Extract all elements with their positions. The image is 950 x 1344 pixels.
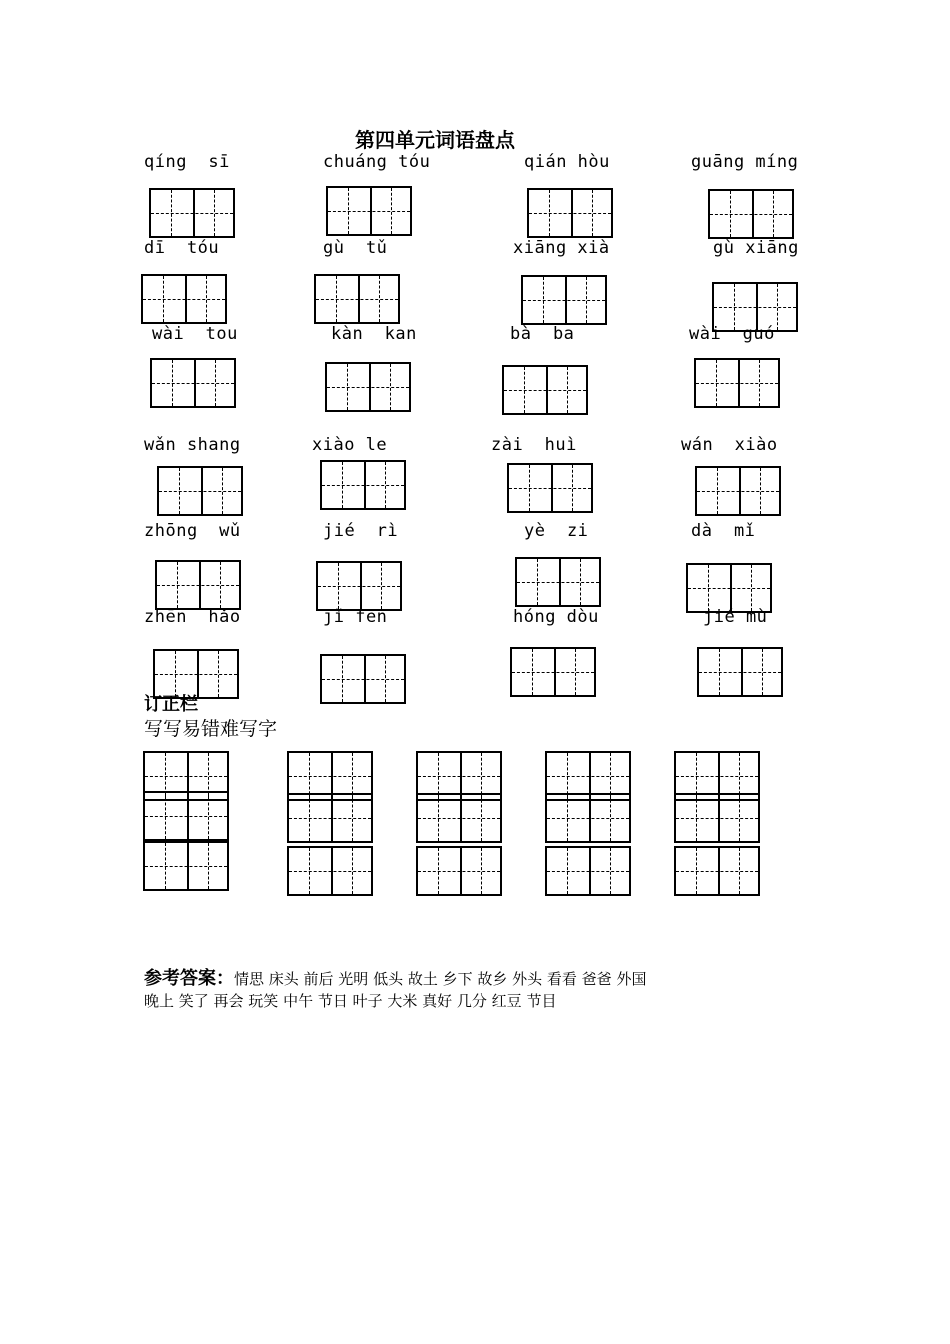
writing-box[interactable] [320, 654, 406, 704]
practice-box[interactable] [674, 793, 760, 843]
writing-box[interactable] [149, 188, 235, 238]
writing-box[interactable] [527, 188, 613, 238]
pinyin-2-2: gù tǔ [323, 238, 388, 258]
writing-box[interactable] [157, 466, 243, 516]
practice-box[interactable] [143, 791, 229, 841]
practice-box[interactable] [545, 793, 631, 843]
pinyin-4-1: wǎn shang [144, 435, 241, 455]
pinyin-6-4: jié mù [703, 607, 768, 627]
writing-box[interactable] [150, 358, 236, 408]
section-subtitle: 写写易错难写字 [144, 718, 278, 740]
pinyin-2-3: xiāng xià [513, 238, 610, 258]
practice-box[interactable] [674, 846, 760, 896]
correction-label: 订正栏 [144, 694, 198, 715]
answers-line-1 [144, 964, 646, 990]
writing-box[interactable] [510, 647, 596, 697]
writing-box[interactable] [314, 274, 400, 324]
writing-box[interactable] [686, 563, 772, 613]
writing-box[interactable] [521, 275, 607, 325]
writing-box[interactable] [326, 186, 412, 236]
pinyin-1-2: chuáng tóu [323, 152, 431, 172]
page-title: 第四单元词语盘点 [355, 128, 515, 152]
practice-box[interactable] [143, 841, 229, 891]
pinyin-6-2: jǐ fēn [323, 607, 388, 627]
pinyin-4-3: zài huì [491, 435, 577, 455]
writing-box[interactable] [695, 466, 781, 516]
pinyin-3-4: wài guó [689, 324, 775, 344]
pinyin-6-1: zhēn hǎo [144, 607, 241, 627]
writing-box[interactable] [141, 274, 227, 324]
answers-text-1: 情思 床头 前后 光明 低头 故土 乡下 故乡 外头 看看 爸爸 外国 [234, 970, 647, 988]
writing-box[interactable] [325, 362, 411, 412]
writing-box[interactable] [515, 557, 601, 607]
writing-box[interactable] [708, 189, 794, 239]
pinyin-4-4: wán xiào [681, 435, 778, 455]
writing-box[interactable] [316, 561, 402, 611]
pinyin-3-3: bà ba [510, 324, 575, 344]
writing-box[interactable] [502, 365, 588, 415]
writing-box[interactable] [507, 463, 593, 513]
practice-box[interactable] [287, 793, 373, 843]
writing-box[interactable] [697, 647, 783, 697]
answers-label: 参考答案： [144, 968, 234, 989]
pinyin-3-1: wài tou [152, 324, 238, 344]
writing-box[interactable] [320, 460, 406, 510]
pinyin-5-3: yè zi [524, 521, 589, 541]
pinyin-3-2: kàn kan [331, 324, 417, 344]
answers-line-2: 晚上 笑了 再会 玩笑 中午 节日 叶子 大米 真好 几分 红豆 节目 [144, 992, 557, 1010]
pinyin-4-2: xiào le [312, 435, 388, 455]
pinyin-6-3: hóng dòu [513, 607, 599, 627]
pinyin-2-4: gù xiāng [713, 238, 799, 258]
practice-box[interactable] [545, 846, 631, 896]
practice-box[interactable] [416, 846, 502, 896]
pinyin-5-4: dà mǐ [691, 521, 756, 541]
pinyin-5-1: zhōng wǔ [144, 521, 241, 541]
practice-box[interactable] [287, 846, 373, 896]
practice-box[interactable] [416, 793, 502, 843]
writing-box[interactable] [694, 358, 780, 408]
pinyin-2-1: dī tóu [144, 238, 220, 258]
pinyin-1-3: qián hòu [524, 152, 610, 172]
pinyin-1-4: guāng míng [691, 152, 799, 172]
pinyin-1-1: qíng sī [144, 152, 230, 172]
pinyin-5-2: jié rì [323, 521, 399, 541]
writing-box[interactable] [155, 560, 241, 610]
